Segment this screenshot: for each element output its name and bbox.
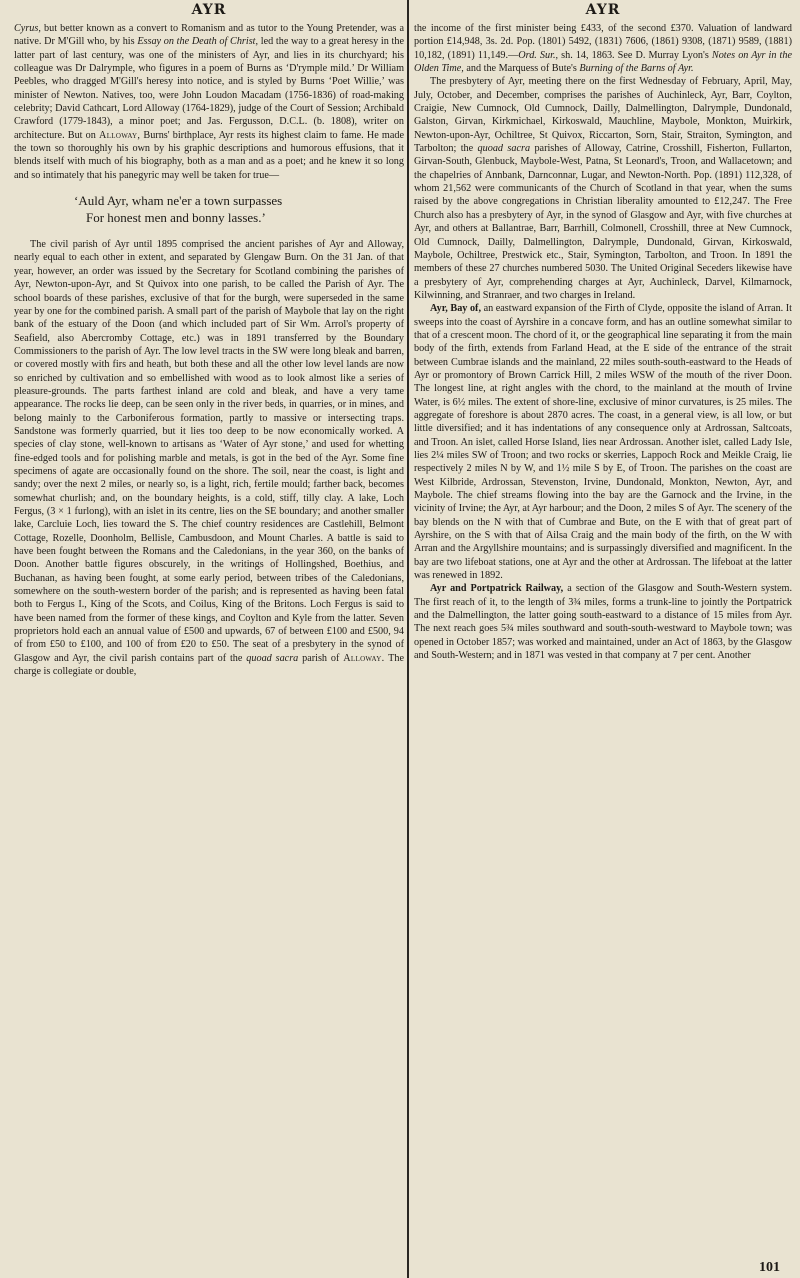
book-title: Burning of the Barns of Ayr. [579, 63, 694, 75]
quotation-line-1: ‘Auld Ayr, wham ne'er a town surpasses [74, 193, 283, 209]
italic-name: Cyrus, [14, 23, 41, 34]
entry-headword: Ayr, Bay of, [430, 303, 481, 315]
entry-ayr-portpatrick-railway [414, 582, 792, 662]
book-title: Essay on the Death of Christ, [137, 36, 259, 48]
text-run: The presbytery of Ayr, meeting there on the first Wednesday of February, April, May, July, October, and December, comprises the parishes of Auchinleck, Ayr, Barr, Coylton, Craigie, New Cumnock, Old Cumnock, Dailly, Dalmellington, Dalrymple, Dundonald, Galston, Girvan, Kirkmichael, Kirkoswald, Mauchline, Maybole, Monkton, Muirkirk, Newton-upon-Ayr, Ochiltree, St Quivox, Riccarton, Sorn, Stair, Straiton, Symington, and Tarbolton; the [414, 76, 792, 155]
text-run: the income of the first minister being £433, of the second £370. Valuation of landward portion £14,948, 3s. 2d. Pop. (1801) 5492, (1831) 7606, (1861) 9308, (1871) 9589, (1881) 10,182, (1891) 11,149.— [414, 23, 792, 61]
text-run: Burns' birthplace, Ayr rests its highest claim to fame. He made the town so thoroughly his own by his graphic descriptions and humorous effusions, that it blends itself with much of his biography, both as a man and as a poet; and he knew it so long and so intimately that his panegyric may well be taken for true— [14, 129, 404, 181]
cross-reference: Alloway. [343, 652, 385, 664]
text-run: but better known as a convert to Romanism and as tutor to the Young Pretender, was a native. Dr M'Gill who, by his [14, 23, 404, 48]
book-title: Notes on Ayr in the Olden Time, [414, 49, 792, 75]
paragraph-civil-parish [14, 238, 404, 678]
italic-reference: Ord. Sur., [518, 49, 559, 61]
text-run: led the way to a great heresy in the latter part of last century, was one of the ministers of Ayr, and lies in its churchyard; his colleague was Dr Dalrymple, who figures in a poem of Burns as ‘D'rymple mild.’ Dr William Peebles, who dragged M'Gill's heresy into notice, and is styled by Burns ‘Poet Willie,’ was minister of Newton. Natives, too, were John Loudon Macadam (1756-1836) of road-making celebrity; David Cathcart, Lord Alloway (1764-1829), judge of the Court of Session; Archibald Crawford (1779-1843), a minor poet; and Jas. Fergusson, D.C.L. (b. 1808), writer on architecture. But on [14, 36, 404, 141]
quotation-line-2: For honest men and bonny lasses.’ [86, 210, 266, 226]
cross-reference: Alloway, [99, 129, 141, 141]
running-head-right: AYR [585, 2, 621, 18]
entry-headword: Ayr and Portpatrick Railway, [430, 583, 564, 595]
entry-text: an eastward expansion of the Firth of Clyde, opposite the island of Arran. It sweeps into the coast of Ayrshire in a concave form, and has an outline somewhat similar to that of a crescent moon. The chord of it, or the geographical line separating it from the main body of the firth, extends from Farland Head, at the E side of the entrance of the strait between Cumbrae islands and the mainland, 22 miles south-south-eastward to the Heads of Ayr or promontory of Brown Carrick Hill, 2 miles WSW of the mouth of the river Doon. The longest line, at right angles with the chord, to the mainland at the mouth of Irvine Water, is 6½ miles. The extent of shore-line, exclusive of minor curvatures, is 25 miles. The aggregate of foreshore is about 2870 acres. The coast, in a general view, is all low, or but little diversified; and it has indentations of any consequence only at Ardrossan, Saltcoats, and Troon. An islet, called Horse Island, lies near Ardrossan. Another islet, called Lady Isle, lies 2¼ miles SW of Troon; and two rocks or skerries, Lappoch Rock and Meikle Craig, lie respectively 2 miles N by W, and 1½ mile S by E, of Troon. The parishes on the coast are West Kilbride, Ardrossan, Stevenston, Irvine, Dundonald, Monkton, Newton, Ayr, and Maybole. The chief streams flowing into the bay are the Garnock and the Irvine, in the vicinity of Irvine; the Ayr, at Ayr harbour; and the Doon, 2 miles S of Ayr. The scenery of the bay blends on the N with that of Cumbrae and Bute, on the E with that of great part of Ayrshire, on the S with that of Ailsa Craig and the main body of the firth, on the W with Arran and the Argyllshire mountains; and is surpassingly diversified and magnificent. In the bay are two lifeboat stations, one at Ayr and the other at Ardrossan. The lifeboat at the latter was renewed in 1892. [414, 303, 793, 582]
text-run: The civil parish of Ayr until 1895 comprised the ancient parishes of Ayr and Alloway, nearly equal to each other in extent, and separated by Glengaw Burn. On the 31 Jan. of that year, however, an order was issued by the Secretary for Scotland combining the parishes of Ayr, Newton-upon-Ayr, and St Quivox into one parish, to be called the Parish of Ayr. The school boards of these parishes, exclusive of that for the burgh, were superseded in the same year by one for the combined parish. A small part of the parish of Maybole that lay on the right bank of the estuary of the Doon (and which included part of Sir Wm. Arrol's property of Seafield, also Abercromby Cottage, etc.) was in 1891 transferred by the Boundary Commissioners to the parish of Ayr. The low level tracts in the SW were long bleak and barren, or covered mostly with firs and heath, but both these and all the other low level lands are now so enriched by cultivation and so embellished with wood as to look almost like a series of pleasure-grounds. The parts farthest inland are cold and bleak, and have a very tame appearance. The rocks lie deep, can be seen only in the river beds, in quarries, or in mines, and belong mainly to the Carboniferous formation, partly to massive or intersecting traps. Sandstone was formerly quarried, but it lies too deep to be now economically worked. A species of clay stone, well-known to artisans as ‘Water of Ayr stone,’ and used for whetting fine-edged tools and for polishing marble and metals, is got in the bed of the Ayr. Some fine specimens of agate are occasionally found on the shore. The soil, near the coast, is light and sandy; over the next 2 miles, or nearly so, is a light, rich, fertile mould; farther back, becomes somewhat churlish; and, on the boundary heights, is a cold, stiff, tilly clay. A lake, Loch Fergus, (3 × 1 furlong), with an islet in its centre, lies on the SE boundary; and another smaller lake, Carcluie Loch, lies toward the S. The chief country residences are Castlehill, Belmont Cottage, Rozelle, Doonholm, Bellisle, Cambusdoon, and Mount Charles. A battle is said to have been fought between the Romans and the Caledonians, in the year 360, on the banks of Doon. Another battle figures obscurely, in the writings of Hollingshed, Boethius, and Buchanan, as having been fought, at some early period, between tribes of the Caledonians, somewhere on the south-western border of the parish; and is represented as having been fatal both to Fergus I., King of the Scots, and Coilus, King of the Britons. Loch Fergus is said to have been named from the former of these kings, and Coylton and Kyle from the latter. Seven proprietors hold each an annual value of £500 and upwards, 67 of between £100 and £500, 94 of from £50 to £100, and 100 of from £20 to £50. The seat of a presbytery in the synod of Glasgow and Ayr, the civil parish contains part of the [14, 239, 404, 664]
paragraph-income [414, 22, 792, 75]
column-divider [407, 0, 409, 1278]
entry-text: a section of the Glasgow and South-Western system. The first reach of it, to the length of 3¾ miles, forms a trunk-line to jointly the Portpatrick and the Dalmellington, the latter going south-eastward to a distance of 15 miles from Ayr. The next reach goes 5¾ miles southward and south-south-westward to Maybole town; was opened in October 1857; was worked and maintained, under an Act of 1863, by the Glasgow and South-Western; and in 1871 was vested in that company at 7 per cent. Another [414, 583, 792, 662]
burns-quotation [74, 192, 404, 226]
text-run: sh. 14, 1863. See D. Murray Lyon's [558, 49, 712, 61]
paragraph-presbytery [414, 75, 792, 302]
right-column [414, 0, 792, 1278]
text-run: and the Marquess of Bute's [463, 63, 580, 75]
italic-term: quoad sacra [477, 143, 531, 155]
text-run: parishes of Alloway, Catrine, Crosshill, Fisherton, Fullarton, Girvan-South, Glenbuck, Maybole-West, Patna, St Leonard's, Troon, and Wallacetown; and the chapelries of Annbank, Darnconnar, Lugar, and Newton-North. Pop. (1891) 112,328, of whom 21,562 were communicants of the Church of Scotland in that year, when the sums raised by the above congregations in Christian liberality amounted to £12,247. The Free Church also has a presbytery of Ayr, in the synod of Glasgow and Ayr, with five churches at Ayr, and others at Ballantrae, Barr, Barrhill, Colmonell, Crosshill, three at New Cumnock, Old Cumnock, Dailly, Dalmellington, Dalrymple, Dundonald, Girvan, Kirkoswald, Maybole, Ochiltree, Prestwick etc., Stair, Symington, Tarbolton, and Troon. In 1891 the members of these 27 churches numbered 5030. The United Original Seceders likewise have a presbytery of Ayr, comprehending charges at Ayr, Auchinleck, Darvel, Kilmarnock, Kilwinning, and Stranraer, and two charges in Ireland. [414, 143, 792, 301]
text-run: The charge is collegiate or double, [14, 652, 405, 678]
italic-term: quoad sacra [246, 652, 299, 664]
text-run: parish of [298, 652, 344, 664]
entry-ayr-bay [414, 302, 792, 582]
left-column [14, 0, 404, 1278]
paragraph-natives [14, 22, 404, 182]
page-number: 101 [759, 1260, 780, 1275]
running-head-left: AYR [191, 2, 227, 18]
